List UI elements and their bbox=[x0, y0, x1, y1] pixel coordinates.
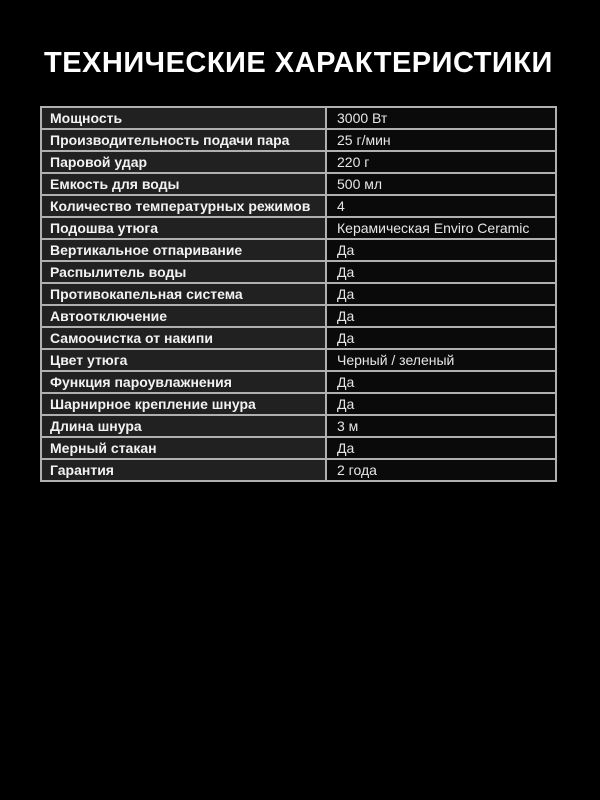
spec-table-row bbox=[41, 393, 556, 415]
spec-value: Да bbox=[326, 261, 556, 283]
page-title: ТЕХНИЧЕСКИЕ ХАРАКТЕРИСТИКИ bbox=[44, 47, 553, 79]
spec-label: Мерный стакан bbox=[41, 437, 326, 459]
spec-table-row bbox=[41, 437, 556, 459]
spec-label: Мощность bbox=[41, 107, 326, 129]
spec-value: Да bbox=[326, 371, 556, 393]
spec-label: Длина шнура bbox=[41, 415, 326, 437]
spec-label: Производительность подачи пара bbox=[41, 129, 326, 151]
spec-label: Автоотключение bbox=[41, 305, 326, 327]
spec-value: Черный / зеленый bbox=[326, 349, 556, 371]
spec-table-row bbox=[41, 371, 556, 393]
spec-value: 220 г bbox=[326, 151, 556, 173]
spec-label: Гарантия bbox=[41, 459, 326, 481]
spec-table bbox=[40, 106, 557, 482]
spec-table-row bbox=[41, 195, 556, 217]
spec-label: Вертикальное отпаривание bbox=[41, 239, 326, 261]
spec-label: Цвет утюга bbox=[41, 349, 326, 371]
spec-table-row bbox=[41, 151, 556, 173]
spec-value: Да bbox=[326, 239, 556, 261]
spec-value: 3 м bbox=[326, 415, 556, 437]
spec-value: 500 мл bbox=[326, 173, 556, 195]
spec-label: Самоочистка от накипи bbox=[41, 327, 326, 349]
spec-table-row bbox=[41, 283, 556, 305]
spec-value: 2 года bbox=[326, 459, 556, 481]
spec-label: Распылитель воды bbox=[41, 261, 326, 283]
spec-label: Паровой удар bbox=[41, 151, 326, 173]
spec-table-row bbox=[41, 261, 556, 283]
spec-label: Подошва утюга bbox=[41, 217, 326, 239]
spec-table-row bbox=[41, 173, 556, 195]
spec-value: Да bbox=[326, 437, 556, 459]
spec-label: Количество температурных режимов bbox=[41, 195, 326, 217]
spec-value: Да bbox=[326, 393, 556, 415]
spec-table-row bbox=[41, 239, 556, 261]
spec-table-row bbox=[41, 217, 556, 239]
spec-table-body bbox=[41, 107, 556, 481]
spec-table-row bbox=[41, 415, 556, 437]
spec-value: 3000 Вт bbox=[326, 107, 556, 129]
spec-value: Да bbox=[326, 283, 556, 305]
spec-label: Противокапельная система bbox=[41, 283, 326, 305]
spec-value: Да bbox=[326, 327, 556, 349]
spec-value: Керамическая Enviro Ceramic bbox=[326, 217, 556, 239]
spec-label: Шарнирное крепление шнура bbox=[41, 393, 326, 415]
spec-table-row bbox=[41, 327, 556, 349]
spec-value: Да bbox=[326, 305, 556, 327]
spec-table-row bbox=[41, 305, 556, 327]
spec-value: 4 bbox=[326, 195, 556, 217]
spec-table-row bbox=[41, 349, 556, 371]
spec-table-row bbox=[41, 129, 556, 151]
spec-table-row bbox=[41, 107, 556, 129]
spec-label: Функция пароувлажнения bbox=[41, 371, 326, 393]
spec-label: Емкость для воды bbox=[41, 173, 326, 195]
spec-value: 25 г/мин bbox=[326, 129, 556, 151]
spec-table-row bbox=[41, 459, 556, 481]
